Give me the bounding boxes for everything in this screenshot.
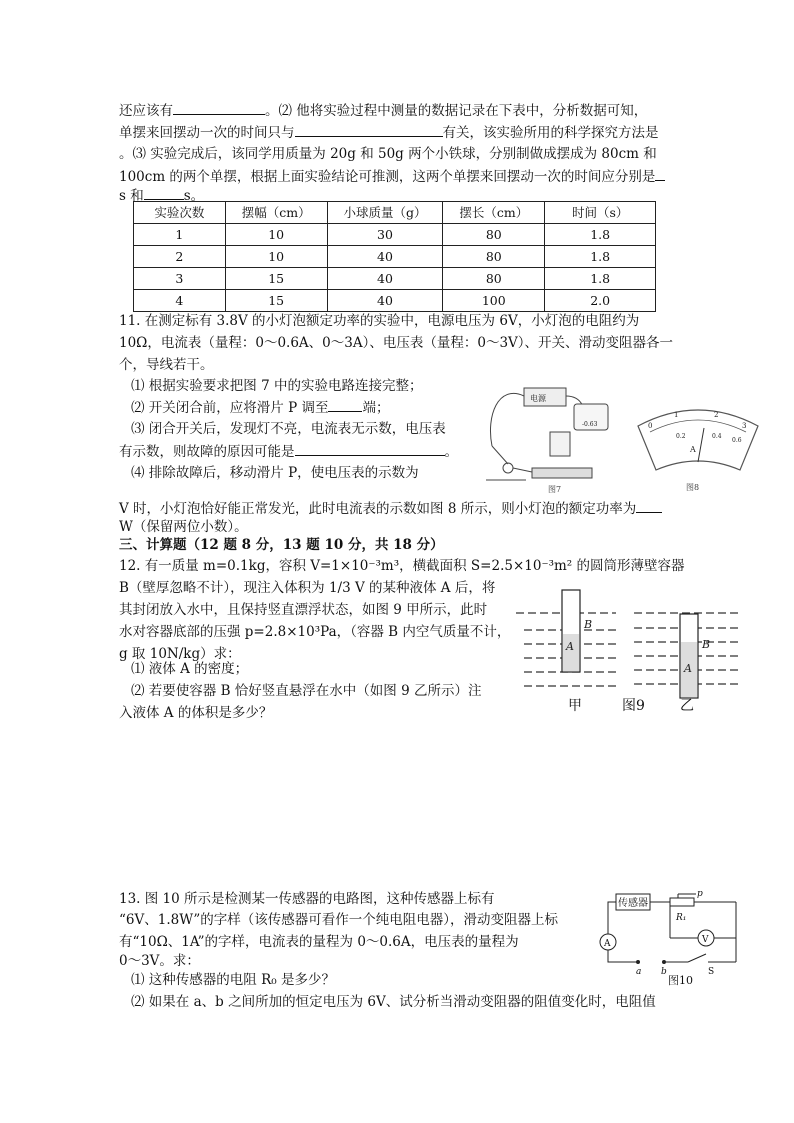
wire (608, 950, 636, 962)
q12-line5: g 取 10N/kg）求： (119, 646, 241, 662)
label-b: B (584, 618, 593, 631)
tick-label: 1 (674, 411, 679, 419)
label-a: A (566, 640, 574, 653)
table-cell: 40 (327, 246, 443, 268)
tick-label: 0.2 (676, 433, 686, 440)
q10-line1: 还应该有 。⑵ 他将实验过程中测量的数据记录在下表中，分析数据可知， (119, 99, 647, 122)
power-label: 电源 (530, 394, 546, 403)
table-header: 小球质量（g） (327, 202, 443, 224)
voltmeter-label: V (702, 935, 709, 945)
section-3-heading: 三、计算题（12 题 8 分，13 题 10 分，共 18 分） (119, 537, 444, 553)
table-cell: 4 (134, 290, 226, 312)
answer-blank[interactable] (144, 184, 184, 200)
answer-blank[interactable] (173, 99, 265, 115)
label-jia: 甲 (568, 698, 582, 714)
table-cell: 1.8 (545, 246, 656, 268)
figure-10-circuit (596, 890, 744, 986)
answer-blank[interactable] (328, 396, 362, 412)
q12-item2b: 入液体 A 的体积是多少？ (119, 705, 273, 721)
table-row (134, 246, 656, 268)
label-a: A (684, 662, 692, 675)
q13-item1: ⑴ 这种传感器的电阻 R₀ 是多少？ (131, 972, 335, 988)
terminal-a-label: a (636, 967, 642, 977)
figure-8-ammeter (628, 398, 768, 494)
q13-item2: ⑵ 如果在 a、b 之间所加的恒定电压为 6V、试分析当滑动变阻器的阻值变化时，电阻值 (131, 994, 656, 1010)
terminal-b (662, 960, 666, 964)
q13-line1: 13. 图 10 所示是检测某一传感器的电路图，这种传感器上标有 (119, 891, 495, 907)
q11-item2: ⑵ 开关闭合前，应将滑片 P 调至 端； (131, 396, 389, 419)
table-header: 摆长（cm） (443, 202, 545, 224)
table-cell: 15 (225, 268, 327, 290)
q12-line4: 水对容器底部的压强 p=2.8×10³Pa，（容器 B 内空气质量不计， (119, 624, 511, 640)
answer-blank[interactable] (655, 165, 665, 181)
figure-8-caption: 图8 (686, 483, 700, 492)
table-cell: 15 (225, 290, 327, 312)
switch-label: S (708, 967, 715, 977)
answer-blank[interactable] (636, 497, 662, 513)
label-b: B (702, 638, 711, 651)
table-cell: 30 (327, 224, 443, 246)
q12-item1: ⑴ 液体 A 的密度； (131, 661, 249, 677)
table-row (134, 268, 656, 290)
wire (513, 468, 532, 472)
table-cell: 2 (134, 246, 226, 268)
q13-line3: 有“10Ω、1A”的字样，电流表的量程为 0～0.6A，电压表的量程为 (119, 934, 519, 950)
table-row (134, 224, 656, 246)
unit-label: A (690, 445, 696, 454)
q11-item4: ⑷ 排除故障后，移动滑片 P，使电压表的示数为 (131, 465, 419, 481)
q10-line5: s 和 s。 (119, 184, 204, 207)
table-cell: 80 (443, 246, 545, 268)
experiment-table (133, 201, 656, 312)
q11-line1: 11. 在测定标有 3.8V 的小灯泡额定功率的实验中，电源电压为 6V，小灯泡的电阻约为 (119, 313, 640, 329)
rheostat (532, 468, 592, 478)
voltmeter-box (550, 432, 570, 456)
rheostat-r1 (670, 898, 694, 906)
wire (492, 446, 508, 464)
table-header: 时间（s） (545, 202, 656, 224)
q13-line2: “6V、1.8W”的字样（该传感器可看作一个纯电阻电器），滑动变阻器上标 (119, 912, 558, 928)
q12-line3: 其封闭放入水中，且保持竖直漂浮状态，如图 9 甲所示，此时 (119, 602, 488, 618)
q10-line2: 单摆来回摆动一次的时间只与 有关，该实验所用的科学探究方法是 (119, 121, 659, 144)
table-cell: 2.0 (545, 290, 656, 312)
meter-label: -0.63 (582, 421, 598, 428)
table-row (134, 290, 656, 312)
tick-label: 0.4 (712, 433, 722, 440)
figure-10-caption: 图10 (668, 974, 693, 986)
sensor-label: 传感器 (618, 898, 648, 909)
tick-label: 0.6 (732, 437, 742, 444)
table-cell: 40 (327, 290, 443, 312)
table-cell: 40 (327, 268, 443, 290)
tick-label: 0 (648, 422, 653, 430)
table-header: 实验次数 (134, 202, 226, 224)
tick-label: 3 (742, 422, 747, 430)
figure-9-containers (514, 588, 740, 714)
table-cell: 1 (134, 224, 226, 246)
q10-line4: 100cm 的两个单摆，根据上面实验结论可推测，这两个单摆来回摆动一次的时间应分别是 (119, 165, 665, 188)
table-cell: 10 (225, 246, 327, 268)
table-cell: 3 (134, 268, 226, 290)
q11-line3: 个，导线若干。 (119, 357, 214, 373)
tick-label: 2 (714, 411, 719, 419)
table-cell: 80 (443, 224, 545, 246)
q13-line4: 0～3V。求： (119, 953, 200, 969)
table-cell: 10 (225, 224, 327, 246)
table-header-row (134, 202, 656, 224)
bulb (503, 463, 513, 473)
q11-item3-cont: 有示数，则故障的原因可能是 。 (119, 440, 458, 463)
wire (608, 902, 616, 934)
q11-item3: ⑶ 闭合开关后，发现灯不亮，电流表无示数，电压表 (131, 421, 446, 437)
q11-line-end: V 时，小灯泡恰好能正常发光，此时电流表的示数如图 8 所示，则小灯泡的额定功率为 (119, 497, 662, 520)
switch (688, 954, 706, 962)
q12-line1: 12. 有一质量 m=0.1kg，容积 V=1×10⁻³m³，横截面积 S=2.5×10⁻³m² 的圆筒形薄壁容器 (119, 558, 685, 574)
figure-7-circuit (478, 376, 624, 494)
slider-label: p (697, 890, 703, 899)
answer-blank[interactable] (295, 121, 443, 137)
q10-line3: 。⑶ 实验完成后，该同学用质量为 20g 和 50g 两个小铁球，分别制做成摆成为 80cm 和 (119, 146, 657, 162)
table-cell: 1.8 (545, 224, 656, 246)
table-cell: 80 (443, 268, 545, 290)
table-header: 摆幅（cm） (225, 202, 327, 224)
figure-7-caption: 图7 (548, 485, 562, 494)
q12-line2: B（壁厚忽略不计），现注入体积为 1/3 V 的某种液体 A 后，将 (119, 580, 496, 596)
q11-item1: ⑴ 根据实验要求把图 7 中的实验电路连接完整； (131, 378, 423, 394)
r1-label: R₁ (676, 913, 687, 923)
figure-9-caption: 图9 (622, 698, 645, 714)
answer-blank[interactable] (295, 440, 445, 456)
q12-item2: ⑵ 若要使容器 B 恰好竖直悬浮在水中（如图 9 乙所示）注 (131, 683, 482, 699)
terminal-a (636, 960, 640, 964)
label-yi: 乙 (680, 698, 694, 714)
table-cell: 1.8 (545, 268, 656, 290)
table-cell: 100 (443, 290, 545, 312)
ammeter-label: A (604, 939, 611, 949)
q11-line2: 10Ω，电流表（量程：0～0.6A、0～3A）、电压表（量程：0～3V）、开关、滑动变阻器各一 (119, 335, 674, 351)
wire (490, 393, 524, 446)
q11-line-end2: W（保留两位小数）。 (119, 519, 248, 535)
terminal-b-label: b (661, 967, 667, 977)
